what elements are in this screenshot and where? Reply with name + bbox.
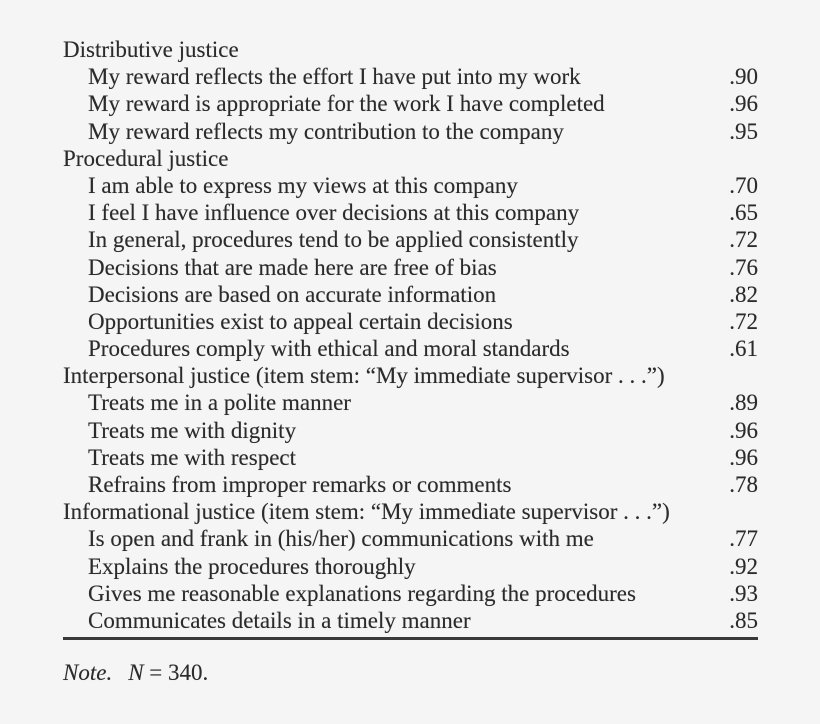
note-label: Note.: [63, 660, 113, 686]
item-text: Decisions are based on accurate information: [88, 281, 497, 307]
section-header-row: [63, 498, 758, 525]
section-header-row: [63, 145, 758, 172]
table-row: [63, 254, 758, 281]
item-text: I am able to express my views at this company: [88, 172, 518, 198]
item-loading-value: .70: [729, 172, 758, 198]
section-header-label: Interpersonal justice (item stem: “My immediate supervisor . . .”): [63, 363, 665, 389]
item-loading-value: .65: [729, 200, 758, 226]
item-text: Explains the procedures thoroughly: [88, 553, 416, 579]
section-header-label: Procedural justice: [63, 145, 229, 171]
table-row: [63, 580, 758, 607]
table-row: [63, 308, 758, 335]
item-text: Communicates details in a timely manner: [88, 607, 471, 633]
table-row: [63, 444, 758, 471]
item-loading-value: .90: [729, 64, 758, 90]
table-row: [63, 226, 758, 253]
item-loading-value: .85: [729, 607, 758, 633]
table-row: [63, 417, 758, 444]
table-row: [63, 118, 758, 145]
table-row: [63, 553, 758, 580]
item-loading-value: .72: [729, 227, 758, 253]
item-text: Opportunities exist to appeal certain decisions: [88, 308, 513, 334]
table-bottom-rule: [63, 637, 758, 640]
table-row: [63, 63, 758, 90]
item-text: Treats me in a polite manner: [88, 390, 351, 416]
item-loading-value: .72: [729, 308, 758, 334]
note-n-value: = 340.: [143, 660, 209, 686]
item-loading-value: .96: [729, 91, 758, 117]
item-loading-value: .77: [729, 526, 758, 552]
item-text: In general, procedures tend to be applied consistently: [88, 227, 579, 253]
item-loading-value: .61: [729, 336, 758, 362]
section-header-row: [63, 36, 758, 63]
item-loading-value: .82: [729, 281, 758, 307]
item-text: Procedures comply with ethical and moral standards: [88, 336, 570, 362]
table-row: [63, 471, 758, 498]
item-loading-value: .89: [729, 390, 758, 416]
table-row: [63, 389, 758, 416]
table-rows: [63, 36, 758, 634]
item-text: My reward reflects my contribution to the company: [88, 118, 564, 144]
item-loading-value: .93: [729, 580, 758, 606]
item-text: Is open and frank in (his/her) communications with me: [88, 526, 594, 552]
item-loading-value: .96: [729, 417, 758, 443]
item-loading-value: .78: [729, 472, 758, 497]
table-row: [63, 281, 758, 308]
section-header-label: Informational justice (item stem: “My immediate supervisor . . .”): [63, 499, 670, 525]
item-loading-value: .95: [729, 118, 758, 144]
item-text: Treats me with dignity: [88, 417, 297, 443]
item-text: I feel I have influence over decisions at this company: [88, 200, 580, 226]
item-loading-value: .92: [729, 553, 758, 579]
item-text: My reward reflects the effort I have put into my work: [88, 64, 581, 90]
table-row: [63, 90, 758, 117]
table-row: [63, 607, 758, 634]
table-row: [63, 172, 758, 199]
item-loading-value: .76: [729, 254, 758, 280]
table-row: [63, 525, 758, 552]
note-n-symbol: N: [128, 660, 144, 686]
item-text: Decisions that are made here are free of bias: [88, 254, 497, 280]
table-note: [63, 659, 758, 686]
item-text: My reward is appropriate for the work I have completed: [88, 91, 605, 117]
item-text: Gives me reasonable explanations regarding the procedures: [88, 580, 636, 606]
justice-items-table: [63, 36, 758, 686]
section-header-label: Distributive justice: [63, 37, 239, 62]
table-row: [63, 199, 758, 226]
item-text: Refrains from improper remarks or comments: [88, 472, 512, 497]
item-loading-value: .96: [729, 444, 758, 470]
item-text: Treats me with respect: [88, 444, 297, 470]
section-header-row: [63, 362, 758, 389]
table-row: [63, 335, 758, 362]
